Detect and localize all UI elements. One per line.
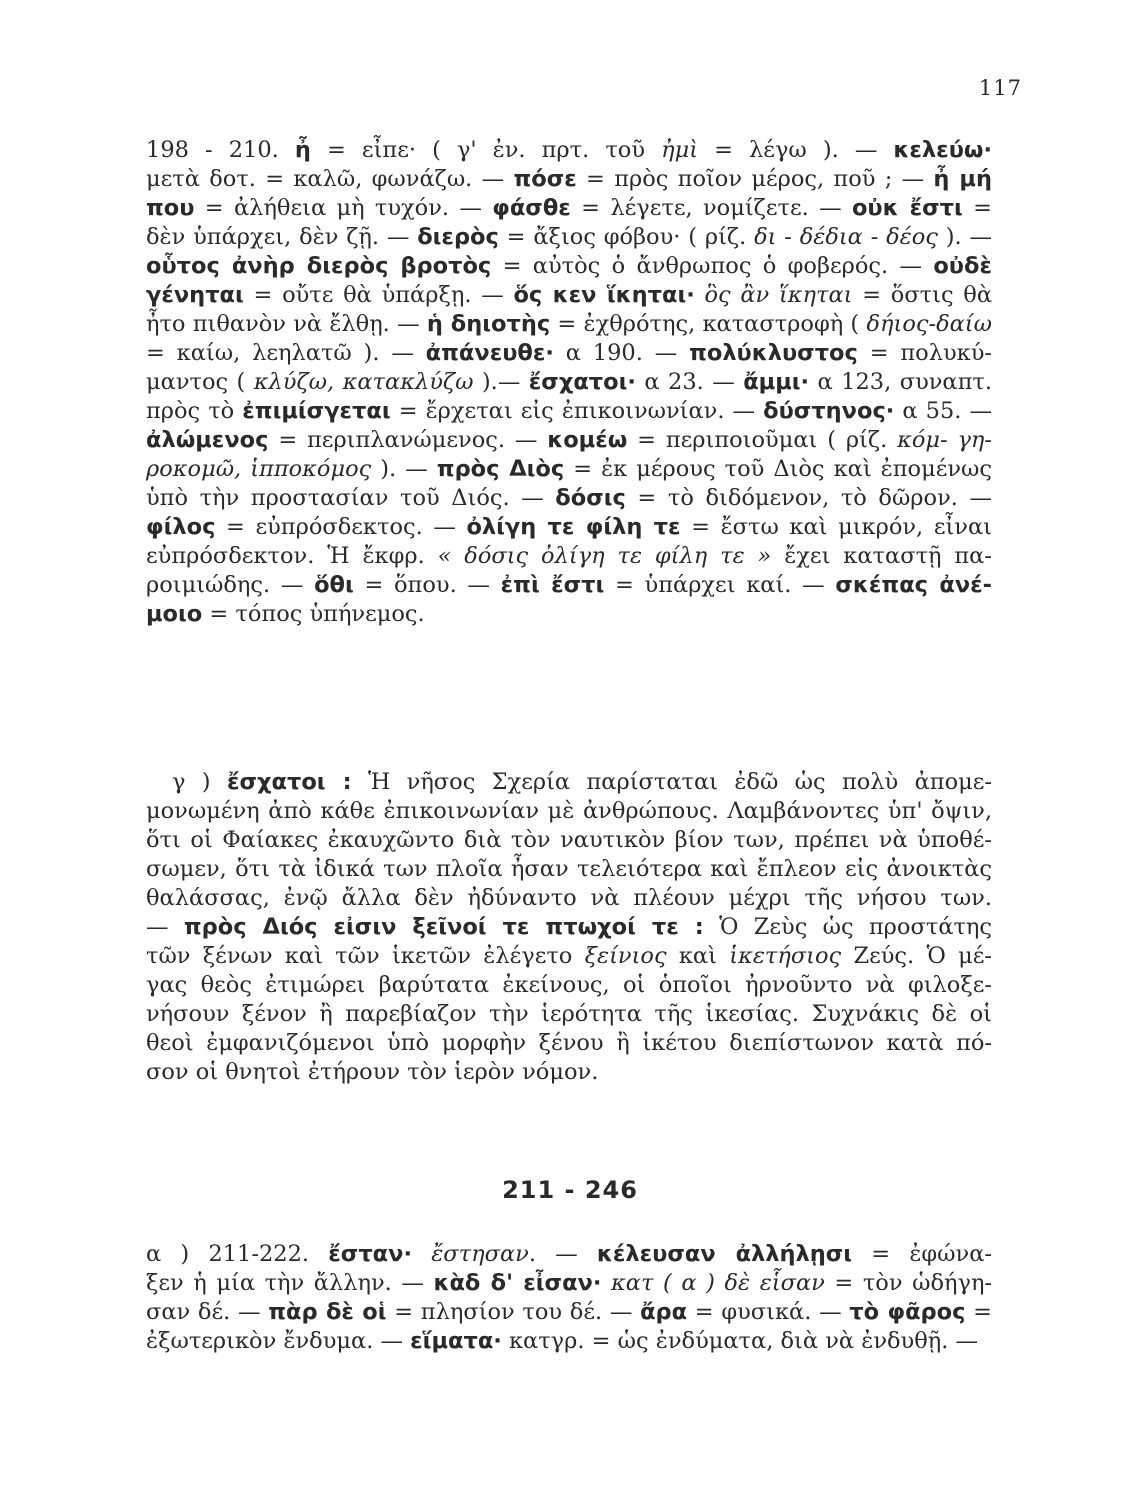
- text-line: τῶν ξένων καὶ τῶν ἱκετῶν ἐλέγετο ξείνιος καὶ ἱκετήσιος Ζεύς. Ὁ μέ-: [146, 943, 992, 969]
- text-line: γας θεὸς ἐτιμώρει βαρύτατα ἐκείνους, οἱ ὁποῖοι ἠρνοῦντο νὰ φιλοξε-: [146, 972, 992, 998]
- text-line: μετὰ δοτ. = καλῶ, φωνάζω. — πόσε = πρὸς ποῖον μέρος, ποῦ ; — ἦ μή: [146, 166, 992, 192]
- text-line: φίλος = εὐπρόσδεκτος. — ὀλίγη τε φίλη τε = ἔστω καὶ μικρόν, εἶναι: [146, 514, 992, 540]
- section-heading: 211 - 246: [502, 1176, 638, 1204]
- text-line: — πρὸς Διός εἰσιν ξεῖνοί τε πτωχοί τε : Ὁ Ζεὺς ὡς προστάτης: [146, 914, 992, 940]
- text-line: που = ἀλήθεια μὴ τυχόν. — φάσθε = λέγετε, νομίζετε. — οὐκ ἔστι =: [146, 195, 992, 221]
- text-line: ὅτι οἱ Φαίακες ἐκαυχῶντο διὰ τὸν ναυτικὸν βίον των, πρέπει νὰ ὑποθέ-: [146, 827, 992, 853]
- text-line: ἦτο πιθανὸν νὰ ἔλθῃ. — ἡ δηιοτὴς = ἐχθρότης, καταστροφὴ ( δήιος-δαίω: [146, 311, 992, 337]
- text-line: πρὸς τὸ ἐπιμίσγεται = ἔρχεται εἰς ἐπικοινωνίαν. — δύστηνος· α 55. —: [146, 398, 992, 424]
- text-line: ἀλώμενος = περιπλανώμενος. — κομέω = περιποιοῦμαι ( ρίζ. κόμ- γη-: [146, 427, 992, 453]
- text-line: νήσουν ξένον ἢ παρεβίαζον τὴν ἱερότητα τῆς ἱκεσίας. Συχνάκις δὲ οἱ: [146, 1001, 992, 1027]
- text-line: α ) 211-222. ἔσταν· ἔστησαν. — κέλευσαν ἀλλήλῃσι = ἐφώνα-: [146, 1241, 993, 1267]
- text-line: σωμεν, ὅτι τὰ ἰδικά των πλοῖα ἦσαν τελειότερα καὶ ἔπλεον εἰς ἀνοικτὰς: [146, 856, 992, 882]
- text-line: ξεν ἡ μία τὴν ἄλλην. — κὰδ δ' εἶσαν· κατ ( α ) δὲ εἷσαν = τὸν ὡδήγη-: [146, 1270, 993, 1296]
- text-line: μονωμένη ἀπὸ κάθε ἐπικοινωνίαν μὲ ἀνθρώπους. Λαμβάνοντες ὑπ' ὄψιν,: [146, 798, 992, 824]
- text-line: = καίω, λεηλατῶ ). — ἀπάνευθε· α 190. — πολύκλυστος = πολυκύ-: [146, 340, 992, 366]
- text-line: ὑπὸ τὴν προστασίαν τοῦ Διός. — δόσις = τὸ διδόμενον, τὸ δῶρον. —: [146, 485, 992, 511]
- text-line: ροκομῶ, ἱπποκόμος ). — πρὸς Διὸς = ἐκ μέρους τοῦ Διὸς καὶ ἐπομένως: [146, 456, 992, 482]
- page-number: 117: [978, 76, 1022, 100]
- text-line: ροιμιώδης. — ὅθι = ὅπου. — ἐπὶ ἔστι = ὑπάρχει καί. — σκέπας ἀνέ-: [146, 572, 993, 598]
- text-line: εὐπρόσδεκτον. Ἡ ἔκφρ. « δόσις ὀλίγη τε φίλη τε » ἔχει καταστῇ πα-: [146, 543, 992, 569]
- text-line: θαλάσσας, ἐνῷ ἄλλα δὲν ἠδύναντο νὰ πλέουν μέχρι τῆς νήσου των.: [146, 885, 992, 911]
- text-line: γ ) ἔσχατοι : Ἡ νῆσος Σχερία παρίσταται ἐδῶ ὡς πολὺ ἀπομε-: [172, 769, 993, 795]
- text-line: σαν δέ. — πὰρ δὲ οἱ = πλησίον του δέ. — ἄρα = φυσικά. — τὸ φᾶρος =: [146, 1299, 993, 1325]
- text-line: σον οἱ θνητοὶ ἐτήρουν τὸν ἱερὸν νόμον.: [146, 1059, 599, 1085]
- text-line: δὲν ὑπάρχει, δὲν ζῇ. — διερὸς = ἄξιος φόβου· ( ρίζ. δι - δέδια - δέος ). —: [146, 224, 992, 250]
- text-line: οὗτος ἀνὴρ διερὸς βροτὸς = αὐτὸς ὁ ἄνθρωπος ὁ φοβερός. — οὐδὲ: [146, 253, 992, 279]
- text-line: ἐξωτερικὸν ἔνδυμα. — εἵματα· κατγρ. = ὡς ἐνδύματα, διὰ νὰ ἐνδυθῇ. —: [146, 1328, 979, 1354]
- text-line: μοιο = τόπος ὑπήνεμος.: [146, 601, 425, 627]
- text-line: γένηται = οὔτε θὰ ὑπάρξῃ. — ὅς κεν ἵκηται· ὃς ἂν ἵκηται = ὅστις θὰ: [146, 282, 993, 308]
- text-line: θεοὶ ἐμφανιζόμενοι ὑπὸ μορφὴν ξένου ἢ ἱκέτου διεπίστωνον κατὰ πό-: [146, 1030, 992, 1056]
- text-line: μαντος ( κλύζω, κατακλύζω ).— ἔσχατοι· α 23. — ἄμμι· α 123, συναπτ.: [146, 369, 993, 395]
- text-line: 198 - 210. ἦ = εἶπε· ( γ' ἐν. πρτ. τοῦ ἠμὶ = λέγω ). — κελεύω·: [146, 137, 992, 163]
